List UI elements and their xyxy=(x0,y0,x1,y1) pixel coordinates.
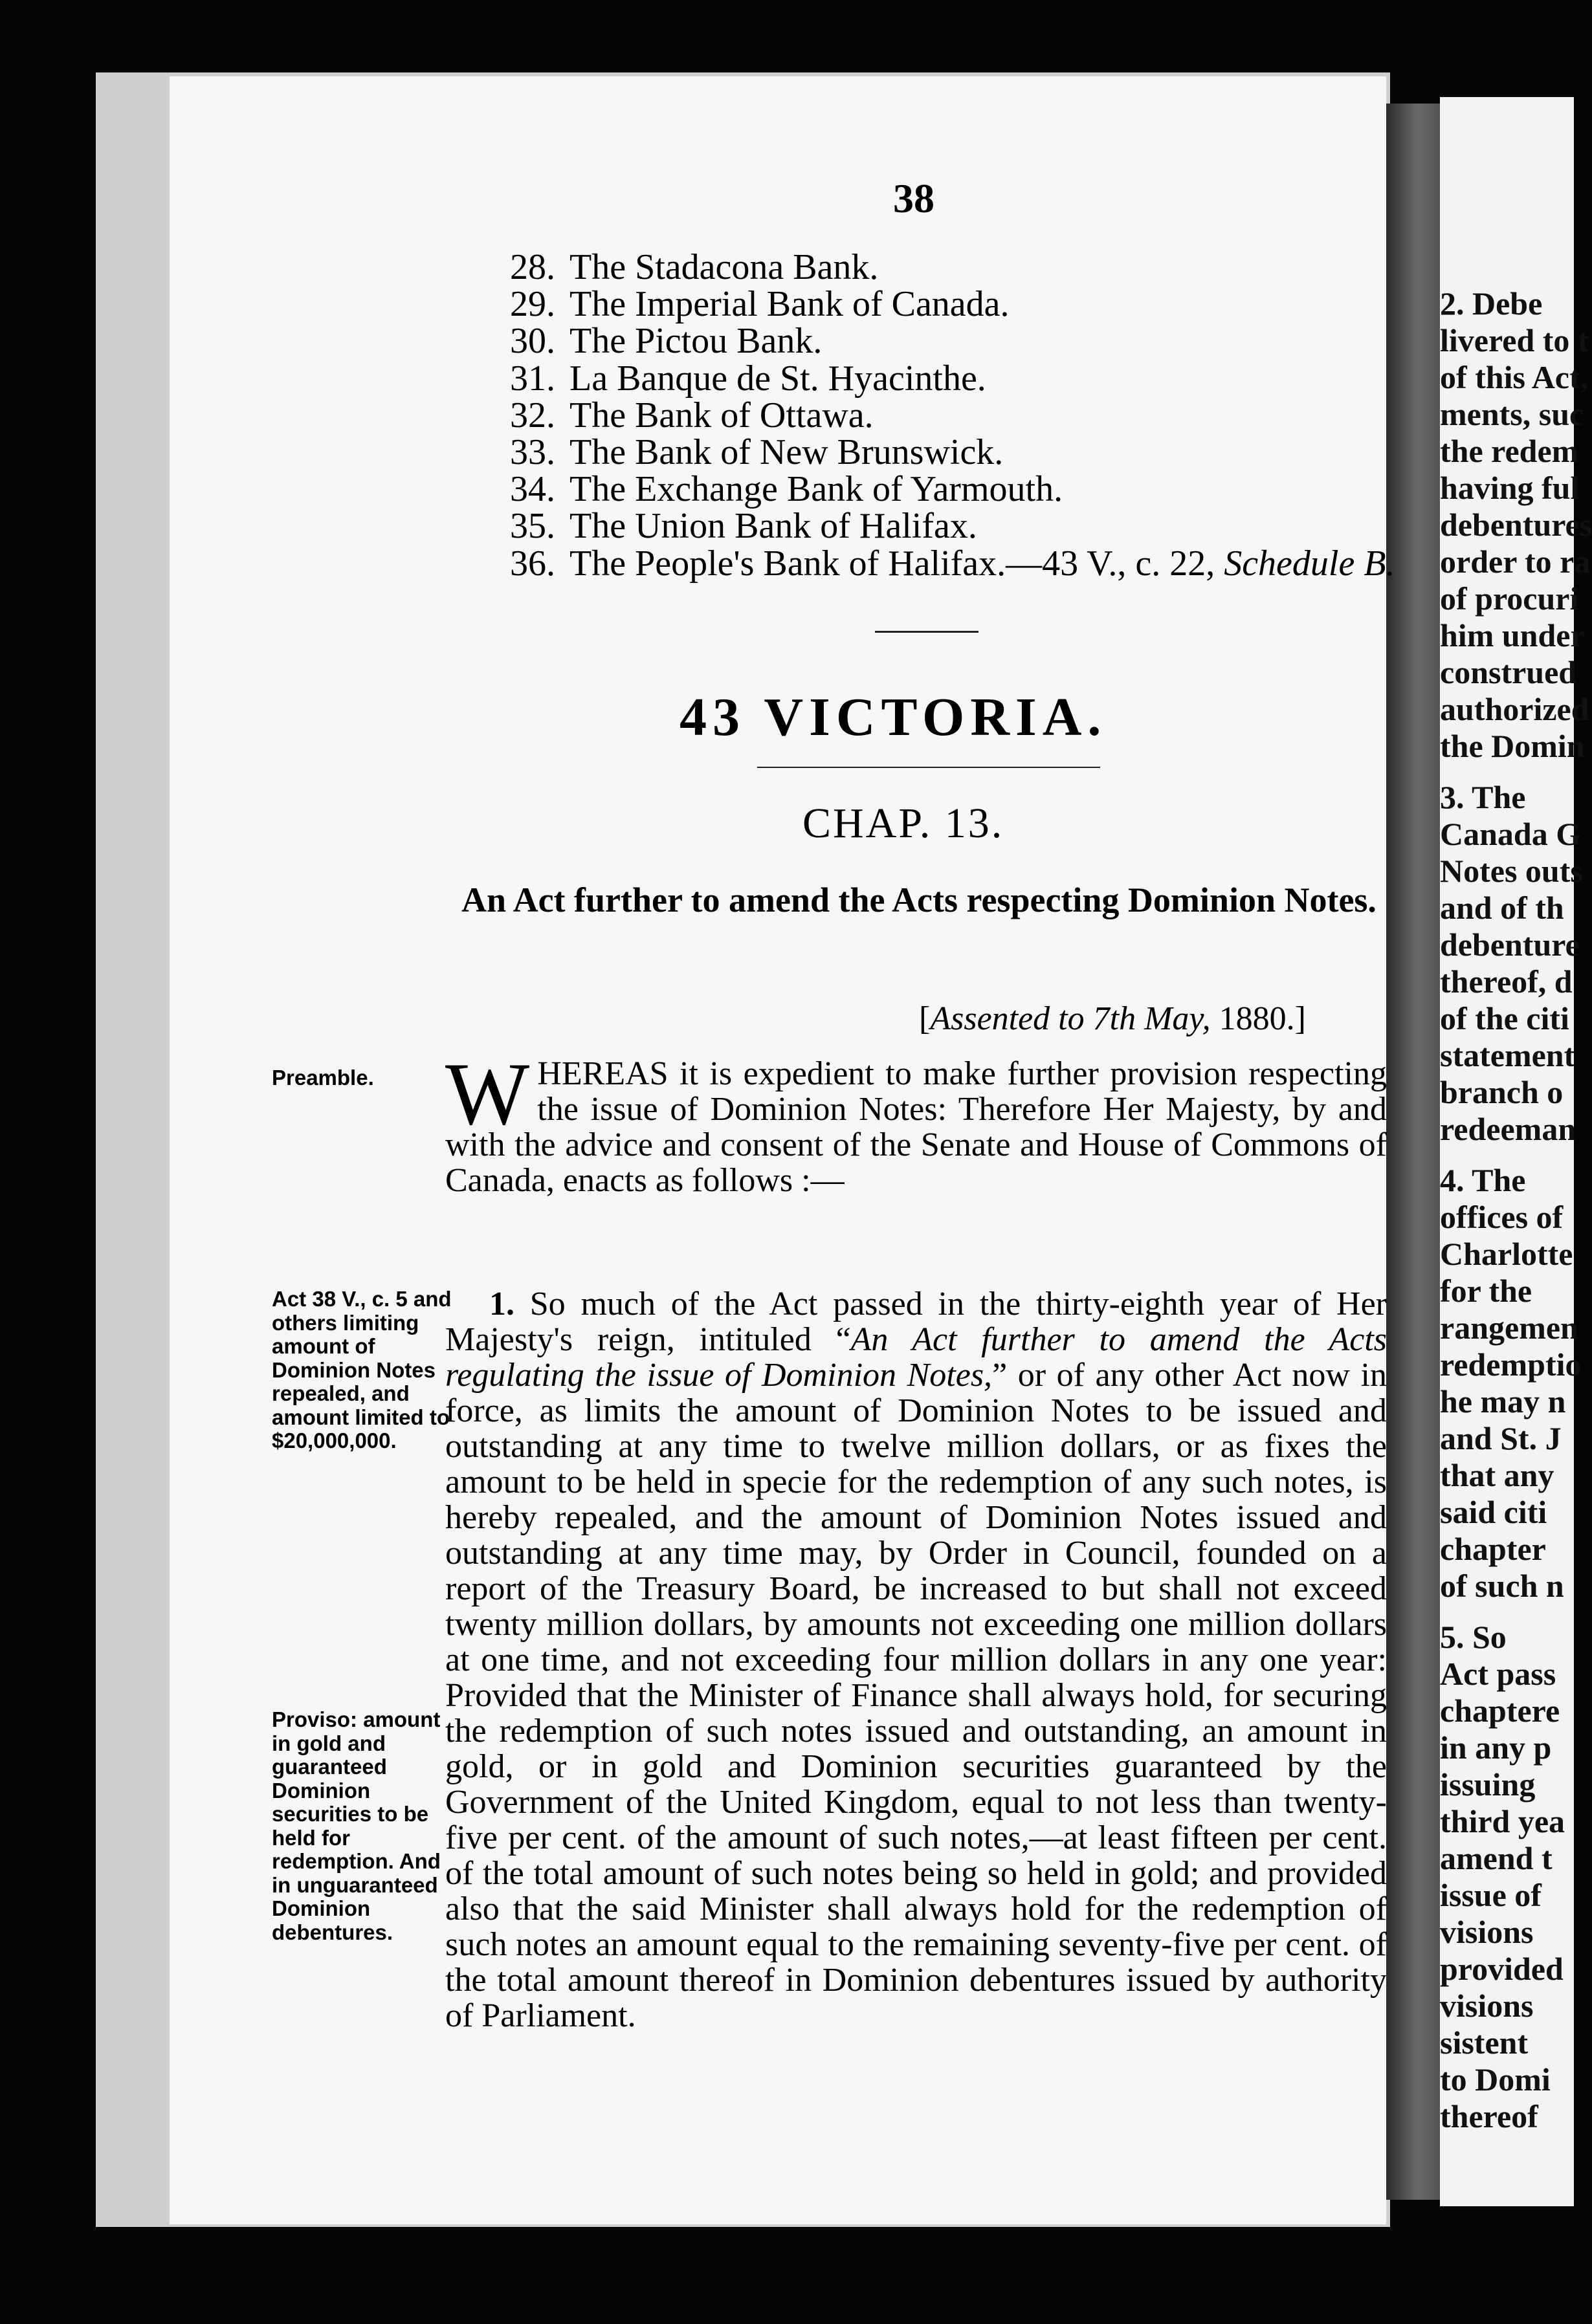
facing-page-line: 4. The xyxy=(1440,1162,1526,1198)
facing-page-line: thereof, d xyxy=(1440,963,1573,1000)
facing-page-line: and of th xyxy=(1440,890,1564,926)
act-title: An Act further to amend the Acts respecting Dominion Notes. xyxy=(461,881,1376,919)
facing-page-line: Canada G xyxy=(1440,816,1582,852)
divider-long xyxy=(757,767,1100,768)
list-item xyxy=(492,360,1395,397)
list-item-citation: Schedule B. xyxy=(1224,543,1395,584)
facing-page-line: said citi xyxy=(1440,1494,1547,1530)
list-item-text: The Pictou Bank. xyxy=(569,321,823,362)
list-item-number: 32. xyxy=(510,395,555,435)
list-item-text: The People's Bank of Halifax.—43 V., c. 22, xyxy=(569,543,1215,584)
facing-page-line: that any xyxy=(1440,1457,1554,1493)
facing-page-line: of procuri xyxy=(1440,580,1579,617)
facing-page-line: livered to t xyxy=(1440,322,1589,358)
facing-page-line: the redem xyxy=(1440,433,1579,469)
facing-page-line: of this Act, xyxy=(1440,359,1589,395)
facing-page-line: issue of xyxy=(1440,1877,1542,1913)
list-item-number: 34. xyxy=(510,469,555,510)
list-item xyxy=(492,434,1395,471)
list-item-text: The Bank of New Brunswick. xyxy=(569,432,1004,473)
list-item-text: The Union Bank of Halifax. xyxy=(569,506,977,547)
facing-page-line: having ful xyxy=(1440,470,1580,506)
bank-list xyxy=(492,249,1395,582)
facing-page-line: thereof xyxy=(1440,2098,1538,2134)
facing-page-line: statement xyxy=(1440,1037,1575,1073)
facing-page-line: 5. So xyxy=(1440,1619,1507,1655)
facing-page-line: visions xyxy=(1440,1914,1534,1950)
list-item-number: 29. xyxy=(510,284,555,325)
list-item xyxy=(492,471,1395,508)
assent-date xyxy=(919,1000,1306,1038)
facing-page-line: of such n xyxy=(1440,1568,1564,1604)
facing-page-line: chapter xyxy=(1440,1531,1546,1567)
facing-page-line: rangemen xyxy=(1440,1310,1578,1346)
list-item-number: 35. xyxy=(510,506,555,547)
list-item xyxy=(492,286,1395,323)
facing-page-line: 2. Debe xyxy=(1440,285,1543,322)
facing-page-line: Act pass xyxy=(1440,1656,1556,1692)
facing-page-line: to Domi xyxy=(1440,2061,1551,2098)
facing-page-line: amend t xyxy=(1440,1840,1553,1876)
margin-note-preamble: Preamble. xyxy=(272,1066,374,1090)
facing-page-line: order to ra xyxy=(1440,543,1591,580)
list-item-number: 31. xyxy=(510,358,555,399)
list-item-number: 30. xyxy=(510,321,555,362)
facing-page-line: debenture xyxy=(1440,926,1580,963)
list-item-number: 28. xyxy=(510,247,555,287)
drop-cap: W xyxy=(445,1044,530,1143)
margin-note-proviso: Proviso: amount in gold and guaranteed Dominion securities to be held for redemption. And in unguaranteed Dominion debentures. xyxy=(272,1707,441,1944)
preamble-paragraph xyxy=(445,1044,1387,1199)
facing-page-line: he may n xyxy=(1440,1383,1566,1420)
divider-short xyxy=(875,631,978,633)
facing-page-line: ments, suc xyxy=(1440,396,1584,432)
list-item-text: The Imperial Bank of Canada. xyxy=(569,284,1010,325)
list-item xyxy=(492,323,1395,360)
facing-page-line: him under xyxy=(1440,617,1585,653)
facing-page-line: branch o xyxy=(1440,1074,1564,1110)
facing-page-line: chaptere xyxy=(1440,1693,1560,1729)
list-item xyxy=(492,397,1395,434)
list-item xyxy=(492,545,1395,582)
facing-page-line: and St. J xyxy=(1440,1420,1562,1456)
facing-page-line: issuing xyxy=(1440,1766,1536,1803)
facing-page-line: third yea xyxy=(1440,1803,1565,1839)
page-number: 38 xyxy=(893,175,934,221)
facing-page-line: sistent xyxy=(1440,2024,1529,2061)
facing-page-line: in any p xyxy=(1440,1729,1552,1766)
facing-page-line: debentures xyxy=(1440,507,1592,543)
facing-page-line: Charlotte xyxy=(1440,1236,1573,1272)
facing-page-line: authorized xyxy=(1440,691,1589,727)
facing-page-line: for the xyxy=(1440,1273,1532,1309)
assent-year: 1880.] xyxy=(1210,1000,1306,1037)
list-item xyxy=(492,249,1395,286)
facing-page-line: visions xyxy=(1440,1988,1534,2024)
facing-page-line: provided xyxy=(1440,1951,1564,1987)
list-item-text: The Bank of Ottawa. xyxy=(569,395,874,435)
facing-page-line: construed xyxy=(1440,654,1577,690)
preamble-text: HEREAS it is expedient to make further provision respecting the issue of Dominion Notes: Therefore Her Majesty, by and with the advice and consent of the Senate and House of Commons of Canada, enacts as follows :— xyxy=(445,1055,1387,1199)
section-number: 1. xyxy=(489,1286,514,1322)
margin-note-section-1: Act 38 V., c. 5 and others limiting amount of Dominion Notes repealed, and amount limited to $20,000,000. xyxy=(272,1287,452,1453)
statute-heading: 43 VICTORIA. xyxy=(680,687,1107,747)
facing-page-line: 3. The xyxy=(1440,779,1526,815)
facing-page-line: Notes outs xyxy=(1440,853,1583,889)
list-item xyxy=(492,508,1395,545)
section-1-text-start: So much of the Act passed in the thirty-eighth year of Her Majesty's reign, intituled “ xyxy=(445,1286,1387,1358)
assent-italic: Assented to 7th May, xyxy=(930,1000,1211,1037)
section-1-text-rest: ” or of any other Act now in force, as limits the amount of Dominion Notes to be issued and outstanding at any time to twelve million dollars, or as fixes the amount to be held in specie for the redemption of any such notes, is hereby repealed, and the amount of Dominion Notes issued and outstanding at any time may, by Order in Council, founded on a report of the Treasury Board, be increased to but shall not exceed twenty million dollars, by amounts not exceeding one million dollars at one time, and not exceeding four million dollars in any one year: Provided that the Minister of Finance shall always hold, for securing the redemption of such notes issued and outstanding, an amount in gold, or in gold and Dominion securities guaranteed by the Government of the United Kingdom, equal to not less than twenty-five per cent. of the amount of such notes,—at least fifteen per cent. of the total amount of such notes being so held in gold; and provided also that the said Minister shall always hold for the redemption of such notes an amount equal to the remaining seventy-five per cent. of the total amount thereof in Dominion debentures issued by authority of Parliament. xyxy=(445,1357,1387,2034)
list-item-number: 33. xyxy=(510,432,555,473)
facing-page-line: the Domin xyxy=(1440,728,1585,764)
facing-page xyxy=(1440,97,1592,2206)
section-1-act-title: An Act further to amend the Acts regulating the issue of Dominion Notes, xyxy=(445,1321,1387,1394)
list-item-text: La Banque de St. Hyacinthe. xyxy=(569,358,986,399)
facing-page-line: redeeman xyxy=(1440,1111,1576,1147)
assent-bracket: [ xyxy=(919,1000,931,1037)
list-item-text: The Exchange Bank of Yarmouth. xyxy=(569,469,1063,510)
chapter-heading: CHAP. 13. xyxy=(802,800,1004,847)
section-1-paragraph xyxy=(445,1286,1387,2034)
facing-page-line: of the citi xyxy=(1440,1000,1569,1036)
list-item-number: 36. xyxy=(510,543,555,584)
list-item-text: The Stadacona Bank. xyxy=(569,247,879,287)
facing-page-line: redemptio xyxy=(1440,1346,1582,1383)
facing-page-line: offices of xyxy=(1440,1199,1564,1235)
